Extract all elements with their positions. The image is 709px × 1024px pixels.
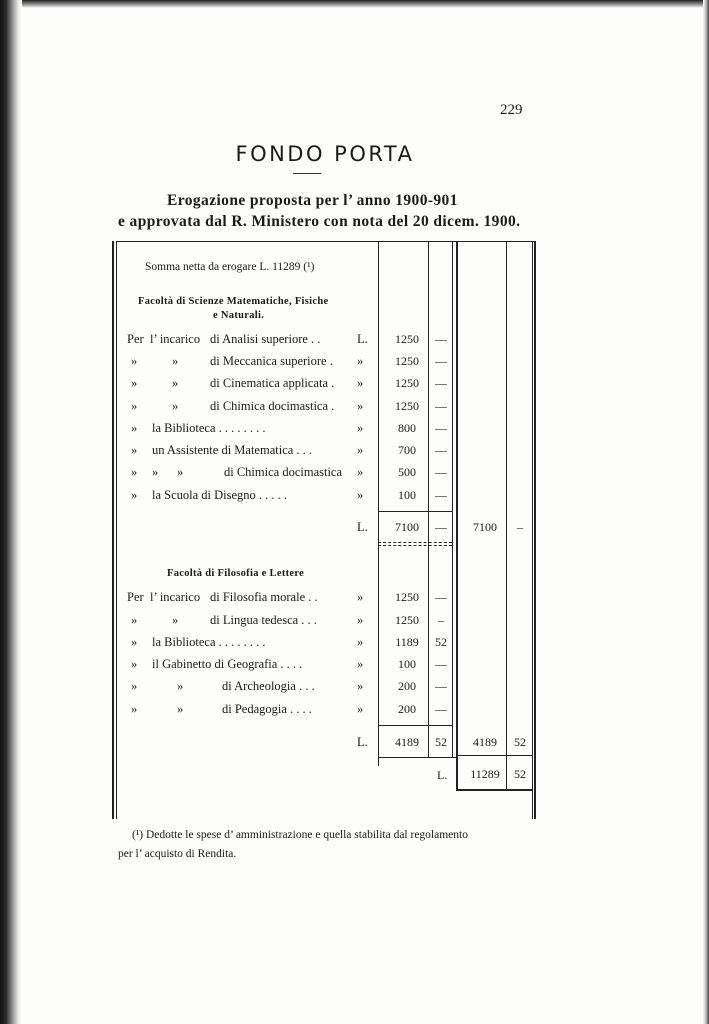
row-cents: – bbox=[438, 613, 444, 627]
row-text: il Gabinetto di Geografia . . . . bbox=[152, 657, 303, 671]
row-ditto-2: » bbox=[172, 354, 179, 368]
row-text: di Pedagogia . . . . bbox=[222, 702, 312, 716]
row-cents: — bbox=[435, 679, 447, 693]
row-unit: L. bbox=[357, 332, 368, 346]
subtotal-rule-1 bbox=[378, 511, 452, 512]
section1-heading-line1: Facoltà di Scienze Matematiche, Fisiche bbox=[138, 296, 329, 307]
row-ditto-1: » bbox=[131, 635, 138, 649]
row-amount: 200 bbox=[398, 679, 416, 693]
row-cents: — bbox=[435, 421, 447, 435]
row-ditto-1: » bbox=[131, 421, 138, 435]
row-text: di Chimica docimastica bbox=[224, 465, 343, 479]
row-text: di Filosofia morale . . bbox=[210, 590, 318, 604]
row-ditto-2: » bbox=[177, 679, 184, 693]
col-rule-carry-left bbox=[456, 241, 458, 791]
table-right-rule bbox=[534, 241, 536, 819]
col-rule-amount-left bbox=[378, 241, 379, 766]
row-unit: » bbox=[357, 488, 364, 502]
row-amount: 200 bbox=[398, 702, 416, 716]
row-text: di Cinematica applicata . bbox=[210, 376, 335, 390]
somma-line: Somma netta da erogare L. 11289 (¹) bbox=[145, 261, 315, 273]
table-left-rule-inner bbox=[116, 241, 117, 819]
page-number: 229 bbox=[500, 102, 523, 118]
section2-carry-amount: 4189 bbox=[473, 735, 497, 749]
row-unit: » bbox=[357, 399, 364, 413]
row-ditto-1: » bbox=[131, 702, 138, 716]
row-unit: » bbox=[357, 354, 364, 368]
row-ditto-1: » bbox=[131, 613, 138, 627]
subtitle-line-1: Erogazione proposta per l’ anno 1900-901 bbox=[167, 192, 458, 209]
row-ditto-1: » bbox=[131, 443, 138, 457]
row-ditto-2: l’ incarico bbox=[150, 332, 201, 346]
row-ditto-2: » bbox=[177, 702, 184, 716]
page-right-edge bbox=[703, 0, 709, 1024]
row-cents: — bbox=[435, 332, 447, 346]
row-ditto-2: l’ incarico bbox=[150, 590, 201, 604]
row-ditto-1: » bbox=[131, 488, 138, 502]
grand-total-cents: 52 bbox=[514, 767, 526, 781]
row-amount: 1189 bbox=[395, 635, 419, 649]
row-text: di Meccanica superiore . bbox=[210, 354, 333, 368]
row-ditto-1: » bbox=[131, 657, 138, 671]
row-text: un Assistente di Matematica . . . bbox=[152, 443, 313, 457]
row-cents: — bbox=[435, 399, 447, 413]
row-unit: » bbox=[357, 421, 364, 435]
section1-total-cents: — bbox=[435, 520, 447, 534]
footnote-line-2: per l’ acquisto di Rendita. bbox=[118, 848, 237, 860]
row-unit: » bbox=[357, 376, 364, 390]
row-ditto-2: » bbox=[172, 613, 179, 627]
section1-total-unit: L. bbox=[357, 520, 368, 534]
grand-total-rule-left bbox=[378, 757, 456, 758]
section2-heading: Facoltà di Filosofia e Lettere bbox=[167, 568, 305, 579]
row-ditto-1: » bbox=[131, 465, 138, 479]
col-rule-carry-cents bbox=[506, 241, 507, 791]
subtotal-rule-2 bbox=[378, 725, 452, 726]
row-unit: » bbox=[357, 613, 364, 627]
page-title: FONDO PORTA bbox=[235, 142, 415, 166]
row-amount: 1250 bbox=[395, 332, 419, 346]
row-amount: 1250 bbox=[395, 613, 419, 627]
grand-total-rule-bottom bbox=[456, 789, 532, 791]
row-ditto-1: » bbox=[131, 354, 138, 368]
row-amount: 100 bbox=[398, 657, 416, 671]
table-right-rule-inner bbox=[532, 241, 533, 819]
section2-total-amount: 4189 bbox=[395, 735, 419, 749]
row-text: di Lingua tedesca . . . bbox=[210, 613, 317, 627]
section2-total-unit: L. bbox=[357, 735, 368, 749]
row-amount: 700 bbox=[398, 443, 416, 457]
double-rule-bottom bbox=[378, 545, 452, 547]
table-top-rule bbox=[116, 241, 534, 242]
row-cents: 52 bbox=[435, 635, 447, 649]
section2-carry-cents: 52 bbox=[514, 735, 526, 749]
row-ditto-2: » » bbox=[152, 465, 184, 479]
row-text: di Analisi superiore . . bbox=[210, 332, 321, 346]
grand-total-amount: 11289 bbox=[470, 767, 500, 781]
section1-total-amount: 7100 bbox=[395, 520, 419, 534]
row-cents: — bbox=[435, 590, 447, 604]
row-amount: 1250 bbox=[395, 399, 419, 413]
row-amount: 1250 bbox=[395, 354, 419, 368]
row-ditto-1: » bbox=[131, 376, 138, 390]
row-ditto-1: Per bbox=[127, 332, 144, 346]
row-text: di Chimica docimastica . bbox=[210, 399, 335, 413]
row-ditto-1: » bbox=[131, 399, 138, 413]
row-text: la Biblioteca . . . . . . . . bbox=[152, 635, 266, 649]
row-unit: » bbox=[357, 657, 364, 671]
row-unit: » bbox=[357, 443, 364, 457]
row-unit: » bbox=[357, 702, 364, 716]
row-text: la Scuola di Disegno . . . . . bbox=[152, 488, 288, 502]
grand-total-unit: L. bbox=[437, 768, 448, 782]
section1-heading-line2: e Naturali. bbox=[213, 310, 265, 321]
grand-total-rule-top bbox=[456, 755, 532, 756]
row-cents: — bbox=[435, 443, 447, 457]
title-rule bbox=[293, 173, 321, 174]
row-cents: — bbox=[435, 465, 447, 479]
row-amount: 100 bbox=[398, 488, 416, 502]
section2-total-cents: 52 bbox=[435, 735, 447, 749]
row-ditto-1: » bbox=[131, 679, 138, 693]
section1-carry-amount: 7100 bbox=[473, 520, 497, 534]
row-text: la Biblioteca . . . . . . . . bbox=[152, 421, 266, 435]
section1-carry-cents: – bbox=[517, 520, 523, 534]
row-unit: » bbox=[357, 679, 364, 693]
row-ditto-2: » bbox=[172, 376, 179, 390]
row-amount: 800 bbox=[398, 421, 416, 435]
row-amount: 1250 bbox=[395, 376, 419, 390]
row-cents: — bbox=[435, 376, 447, 390]
row-text: di Archeologia . . . bbox=[222, 679, 315, 693]
table-left-rule bbox=[112, 241, 114, 819]
row-cents: — bbox=[435, 702, 447, 716]
page-top-edge bbox=[0, 0, 709, 8]
row-ditto-2: » bbox=[172, 399, 179, 413]
budget-table bbox=[112, 241, 535, 819]
row-unit: » bbox=[357, 465, 364, 479]
subtitle-line-2: e approvata dal R. Ministero con nota del 20 dicem. 1900. bbox=[118, 213, 521, 230]
row-amount: 500 bbox=[398, 465, 416, 479]
double-rule-top bbox=[378, 542, 452, 544]
row-cents: — bbox=[435, 657, 447, 671]
row-ditto-1: Per bbox=[127, 590, 144, 604]
row-unit: » bbox=[357, 635, 364, 649]
row-unit: » bbox=[357, 590, 364, 604]
row-amount: 1250 bbox=[395, 590, 419, 604]
footnote-line-1: (¹) Dedotte le spese d’ amministrazione e quella stabilita dal regolamento bbox=[132, 829, 468, 841]
row-cents: — bbox=[435, 354, 447, 368]
row-cents: — bbox=[435, 488, 447, 502]
